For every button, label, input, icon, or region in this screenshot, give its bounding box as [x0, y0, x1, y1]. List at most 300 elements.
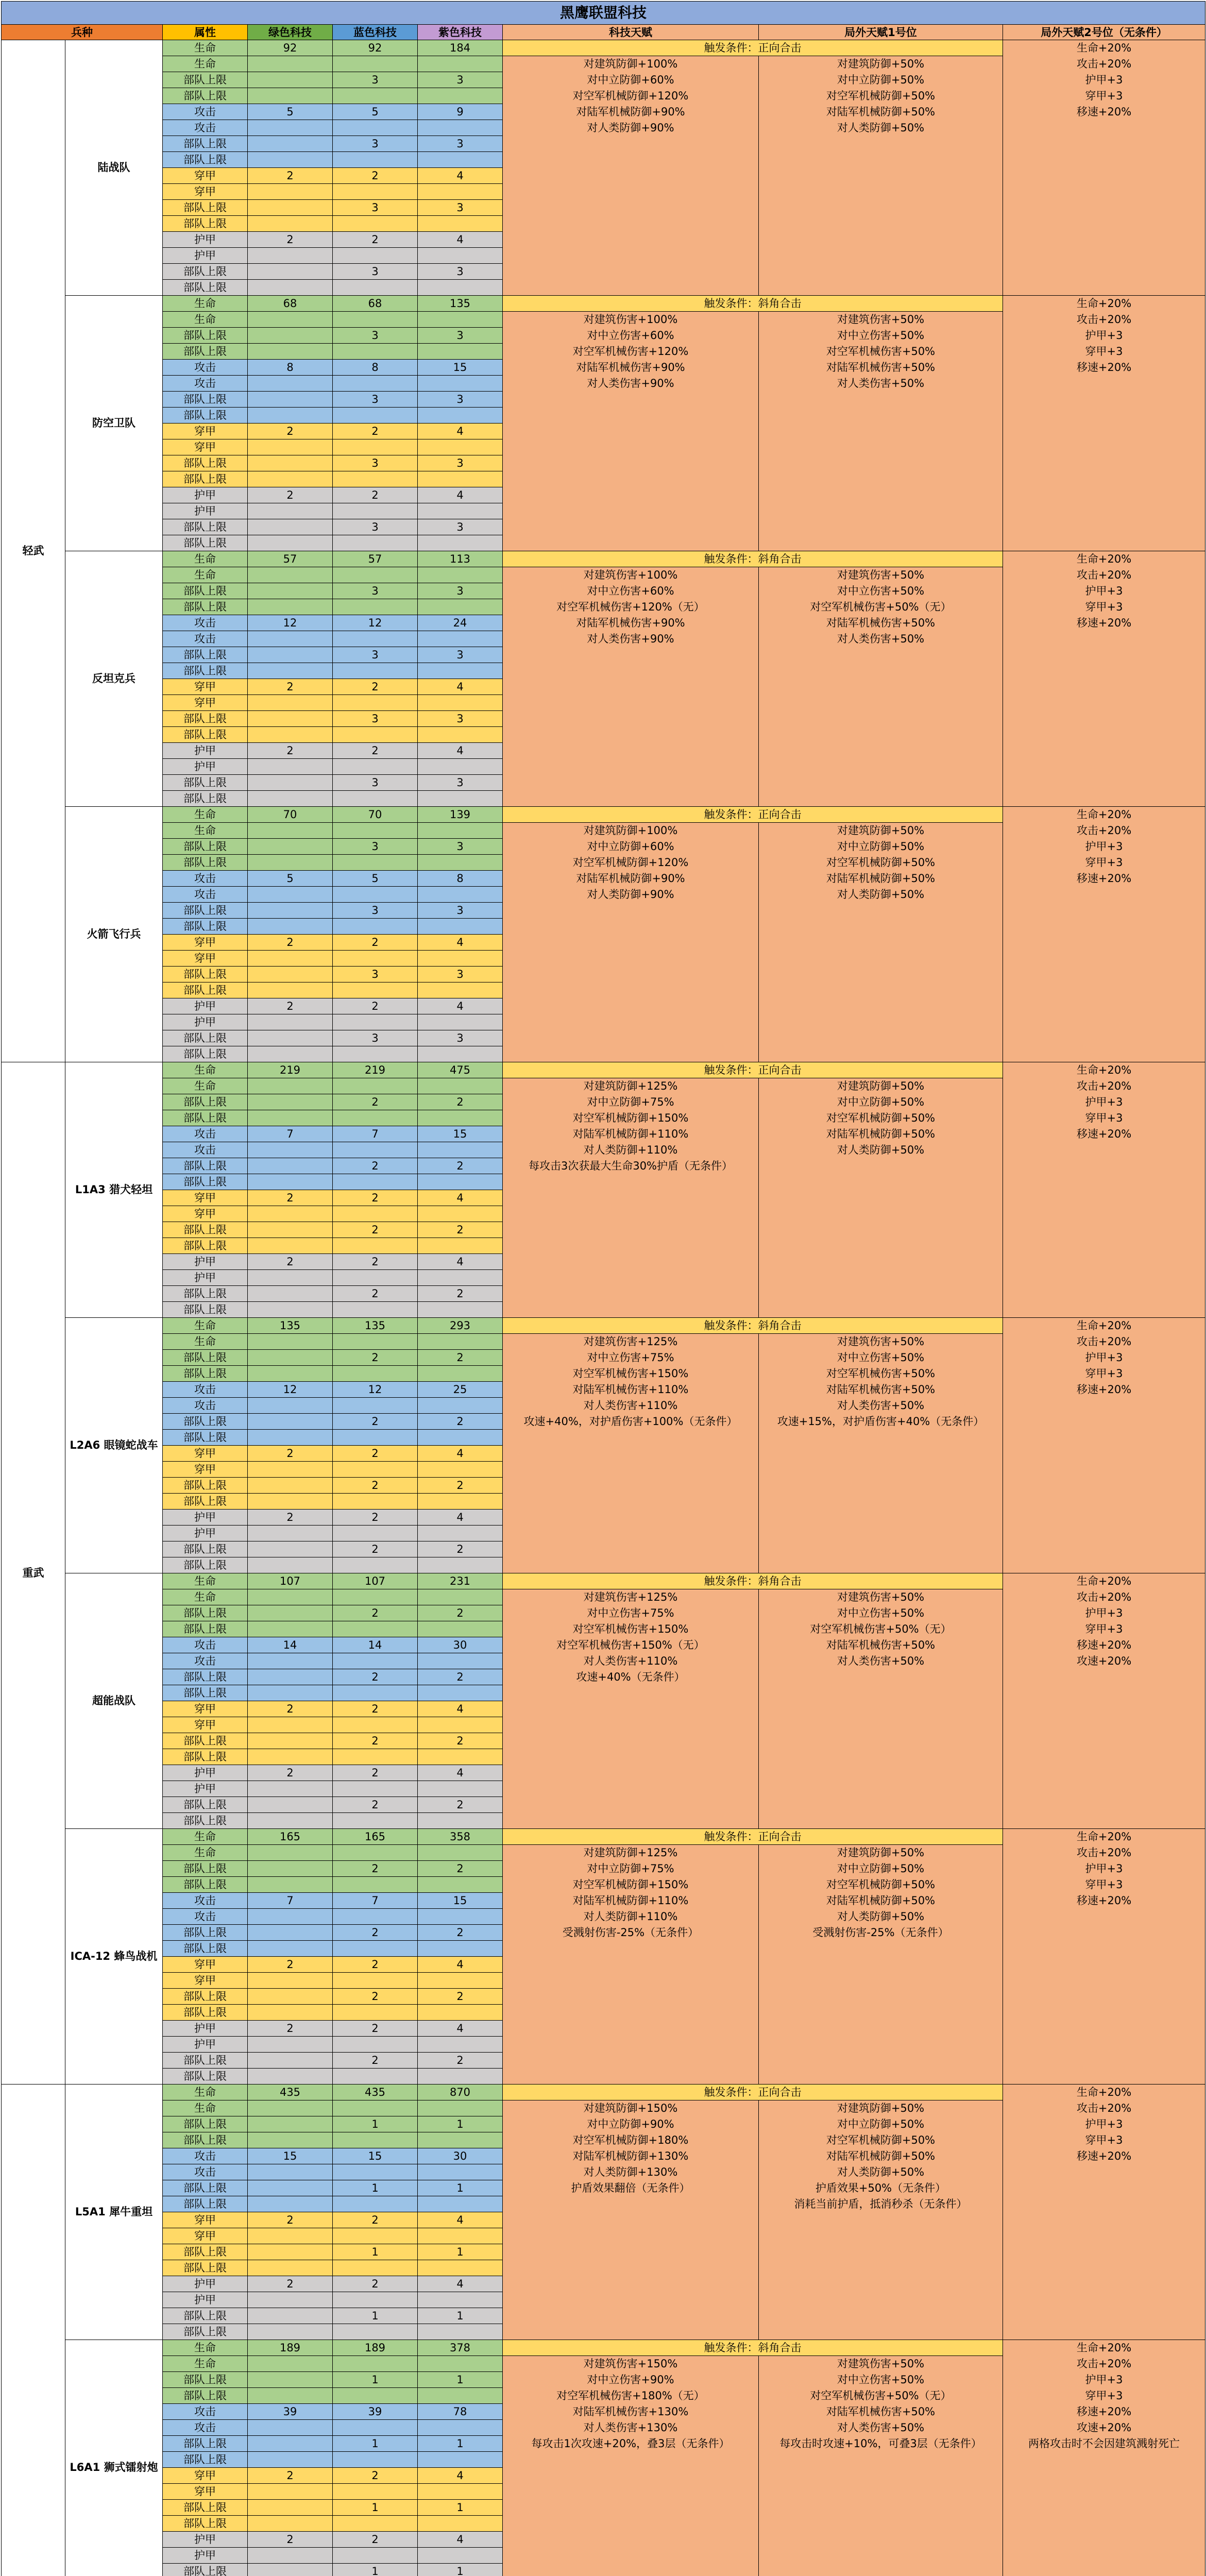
stat-purple-cap[interactable] [418, 1941, 503, 1957]
ext-talent-2-line[interactable]: 护甲+3 [1003, 583, 1205, 599]
ext-talent-2-line-empty[interactable] [1003, 631, 1205, 647]
stat-cap-label[interactable]: 部队上限 [163, 1749, 248, 1765]
ext-talent-1-line-empty[interactable] [759, 647, 1003, 663]
stat-cap-label[interactable]: 生命 [163, 312, 248, 328]
ext-talent-2-line-empty[interactable] [1003, 1541, 1205, 1557]
stat-blue-cap[interactable] [333, 2452, 418, 2468]
stat-label[interactable]: 攻击 [163, 104, 248, 120]
ext-talent-1-line-empty[interactable] [759, 1270, 1003, 1286]
trigger-condition[interactable]: 触发条件：斜角合击 [503, 296, 1003, 312]
ext-talent-2-line[interactable]: 穿甲+3 [1003, 1877, 1205, 1893]
stat-green-value[interactable] [248, 455, 333, 471]
stat-green-cap[interactable] [248, 1270, 333, 1286]
tech-talent-line-empty[interactable] [503, 2037, 759, 2053]
stat-label[interactable]: 攻击 [163, 871, 248, 887]
stat-blue-cap[interactable] [333, 2324, 418, 2340]
stat-purple-value[interactable]: 4 [418, 1765, 503, 1781]
ext-talent-1-line-empty[interactable] [759, 1973, 1003, 1989]
ext-talent-1-line[interactable]: 对陆军机械防御+50% [759, 1893, 1003, 1909]
stat-blue-cap[interactable] [333, 695, 418, 711]
stat-blue-value[interactable]: 14 [333, 1637, 418, 1653]
stat-green-value[interactable] [248, 328, 333, 344]
ext-talent-2-line-empty[interactable] [1003, 1430, 1205, 1446]
stat-blue-cap[interactable] [333, 1813, 418, 1829]
ext-talent-2-line-empty[interactable] [1003, 1909, 1205, 1925]
ext-talent-1-line-empty[interactable] [759, 998, 1003, 1014]
stat-label[interactable]: 部队上限 [163, 1797, 248, 1813]
stat-blue-value[interactable]: 2 [333, 1733, 418, 1749]
stat-purple-value[interactable]: 4 [418, 998, 503, 1014]
stat-blue-cap[interactable] [333, 2420, 418, 2436]
tech-talent-line[interactable]: 对中立伤害+75% [503, 1605, 759, 1621]
stat-cap-label[interactable]: 生命 [163, 56, 248, 72]
tech-talent-line-empty[interactable] [503, 1557, 759, 1573]
stat-blue-value[interactable]: 135 [333, 1318, 418, 1334]
ext-talent-2-line-empty[interactable] [1003, 1973, 1205, 1989]
stat-purple-value[interactable]: 2 [418, 1541, 503, 1557]
tech-talent-line-empty[interactable] [503, 647, 759, 663]
ext-talent-2-line-empty[interactable] [1003, 2308, 1205, 2324]
stat-blue-value[interactable]: 1 [333, 2436, 418, 2452]
stat-purple-value[interactable]: 25 [418, 1382, 503, 1398]
stat-green-cap[interactable] [248, 376, 333, 392]
ext-talent-2-line[interactable]: 两格攻击时不会因建筑溅射死亡 [1003, 2436, 1205, 2452]
ext-talent-1-line[interactable]: 对陆军机械防御+50% [759, 1126, 1003, 1142]
tech-talent-line-empty[interactable] [503, 791, 759, 807]
ext-talent-1-line-empty[interactable] [759, 2037, 1003, 2053]
stat-cap-label[interactable]: 部队上限 [163, 88, 248, 104]
stat-label[interactable]: 生命 [163, 807, 248, 823]
tech-talent-line[interactable]: 对空军机械防御+120% [503, 88, 759, 104]
ext-talent-2-line-empty[interactable] [1003, 1478, 1205, 1494]
ext-talent-1-line-empty[interactable] [759, 1510, 1003, 1526]
ext-talent-2-line-empty[interactable] [1003, 2452, 1205, 2468]
ext-talent-1-line-empty[interactable] [759, 1749, 1003, 1765]
tech-talent-line-empty[interactable] [503, 1030, 759, 1046]
stat-green-cap[interactable] [248, 2420, 333, 2436]
tech-talent-line-empty[interactable] [503, 519, 759, 535]
stat-purple-value[interactable]: 1 [418, 2116, 503, 2132]
ext-talent-1-line[interactable]: 对空军机械伤害+50% [759, 1366, 1003, 1382]
stat-purple-value[interactable]: 2 [418, 1414, 503, 1430]
stat-green-value[interactable] [248, 1605, 333, 1621]
stat-green-value[interactable] [248, 2436, 333, 2452]
stat-purple-cap[interactable] [418, 376, 503, 392]
ext-talent-1-line[interactable]: 对人类伤害+50% [759, 1398, 1003, 1414]
tech-talent-line-empty[interactable] [503, 248, 759, 264]
ext-talent-2-line-empty[interactable] [1003, 1685, 1205, 1701]
stat-purple-value[interactable]: 3 [418, 455, 503, 471]
ext-talent-2-line[interactable]: 生命+20% [1003, 2340, 1205, 2356]
stat-blue-cap[interactable] [333, 1845, 418, 1861]
tech-talent-line[interactable]: 对中立防御+90% [503, 2116, 759, 2132]
stat-label[interactable]: 部队上限 [163, 200, 248, 216]
stat-green-cap[interactable] [248, 1398, 333, 1414]
tech-talent-line-empty[interactable] [503, 2228, 759, 2244]
tech-talent-line-empty[interactable] [503, 679, 759, 695]
ext-talent-1-line[interactable]: 对空军机械伤害+50%（无） [759, 2388, 1003, 2404]
stat-cap-label[interactable]: 部队上限 [163, 663, 248, 679]
ext-talent-1-line-empty[interactable] [759, 1733, 1003, 1749]
stat-blue-value[interactable]: 5 [333, 104, 418, 120]
ext-talent-1-line-empty[interactable] [759, 1526, 1003, 1541]
stat-green-value[interactable] [248, 1478, 333, 1494]
stat-purple-cap[interactable] [418, 1909, 503, 1925]
stat-green-cap[interactable] [248, 1206, 333, 1222]
stat-blue-cap[interactable] [333, 312, 418, 328]
stat-purple-cap[interactable] [418, 2484, 503, 2500]
stat-purple-cap[interactable] [418, 2292, 503, 2308]
stat-green-cap[interactable] [248, 2037, 333, 2053]
stat-label[interactable]: 部队上限 [163, 1478, 248, 1494]
stat-cap-label[interactable]: 生命 [163, 1589, 248, 1605]
stat-purple-value[interactable]: 4 [418, 1957, 503, 1973]
stat-purple-cap[interactable] [418, 1589, 503, 1605]
stat-cap-label[interactable]: 攻击 [163, 376, 248, 392]
stat-label[interactable]: 护甲 [163, 1765, 248, 1781]
stat-blue-cap[interactable] [333, 280, 418, 296]
stat-blue-value[interactable]: 1 [333, 2116, 418, 2132]
stat-blue-cap[interactable] [333, 1142, 418, 1158]
stat-purple-cap[interactable] [418, 1206, 503, 1222]
stat-purple-value[interactable]: 8 [418, 871, 503, 887]
ext-talent-2-line-empty[interactable] [1003, 2484, 1205, 2500]
stat-purple-value[interactable]: 3 [418, 72, 503, 88]
stat-blue-value[interactable]: 2 [333, 1957, 418, 1973]
stat-label[interactable]: 攻击 [163, 1893, 248, 1909]
tech-talent-line[interactable]: 对人类伤害+130% [503, 2420, 759, 2436]
ext-talent-1-line-empty[interactable] [759, 1717, 1003, 1733]
stat-label[interactable]: 部队上限 [163, 2116, 248, 2132]
stat-blue-value[interactable]: 3 [333, 711, 418, 727]
ext-talent-2-line-empty[interactable] [1003, 2516, 1205, 2532]
stat-green-value[interactable] [248, 2500, 333, 2516]
stat-purple-cap[interactable] [418, 1877, 503, 1893]
stat-blue-value[interactable]: 1 [333, 2500, 418, 2516]
ext-talent-2-line-empty[interactable] [1003, 439, 1205, 455]
stat-green-value[interactable]: 2 [248, 1765, 333, 1781]
ext-talent-2-line-empty[interactable] [1003, 1494, 1205, 1510]
stat-green-value[interactable] [248, 1541, 333, 1557]
stat-blue-value[interactable]: 107 [333, 1573, 418, 1589]
unit-name[interactable]: 超能战队 [65, 1573, 163, 1829]
stat-label[interactable]: 部队上限 [163, 2372, 248, 2388]
ext-talent-1-line[interactable]: 对人类伤害+50% [759, 631, 1003, 647]
stat-blue-cap[interactable] [333, 2132, 418, 2148]
stat-green-cap[interactable] [248, 1589, 333, 1605]
ext-talent-2-line-empty[interactable] [1003, 1238, 1205, 1254]
ext-talent-2-line-empty[interactable] [1003, 2164, 1205, 2180]
ext-talent-2-line[interactable]: 攻速+20% [1003, 1653, 1205, 1669]
ext-talent-2-line[interactable]: 穿甲+3 [1003, 2132, 1205, 2148]
ext-talent-2-line[interactable]: 护甲+3 [1003, 1861, 1205, 1877]
stat-green-cap[interactable] [248, 2292, 333, 2308]
ext-talent-1-line[interactable]: 对空军机械伤害+50%（无） [759, 599, 1003, 615]
ext-talent-1-line[interactable]: 对空军机械伤害+50% [759, 344, 1003, 360]
stat-green-value[interactable]: 5 [248, 104, 333, 120]
stat-purple-cap[interactable] [418, 663, 503, 679]
tech-talent-line-empty[interactable] [503, 1190, 759, 1206]
stat-green-value[interactable]: 189 [248, 2340, 333, 2356]
ext-talent-1-line[interactable]: 对陆军机械防御+50% [759, 104, 1003, 120]
stat-blue-cap[interactable] [333, 2260, 418, 2276]
stat-cap-label[interactable]: 部队上限 [163, 216, 248, 232]
ext-talent-1-line-empty[interactable] [759, 2324, 1003, 2340]
stat-blue-cap[interactable] [333, 919, 418, 935]
ext-talent-2-line[interactable]: 生命+20% [1003, 551, 1205, 567]
stat-purple-cap[interactable] [418, 1526, 503, 1541]
ext-talent-2-line[interactable]: 生命+20% [1003, 1829, 1205, 1845]
stat-blue-cap[interactable] [333, 408, 418, 423]
stat-blue-value[interactable]: 435 [333, 2084, 418, 2100]
stat-label[interactable]: 部队上限 [163, 72, 248, 88]
ext-talent-2-line-empty[interactable] [1003, 2276, 1205, 2292]
stat-purple-cap[interactable] [418, 1717, 503, 1733]
stat-label[interactable]: 部队上限 [163, 775, 248, 791]
ext-talent-2-line-empty[interactable] [1003, 1813, 1205, 1829]
ext-talent-1-line[interactable]: 对人类防御+50% [759, 1909, 1003, 1925]
stat-green-cap[interactable] [248, 1238, 333, 1254]
tech-talent-line-empty[interactable] [503, 1957, 759, 1973]
stat-purple-cap[interactable] [418, 2324, 503, 2340]
ext-talent-1-line-empty[interactable] [759, 280, 1003, 296]
stat-green-cap[interactable] [248, 439, 333, 455]
ext-talent-1-line[interactable]: 对人类防御+50% [759, 887, 1003, 903]
ext-talent-1-line-empty[interactable] [759, 1462, 1003, 1478]
ext-talent-2-line-empty[interactable] [1003, 1526, 1205, 1541]
stat-label[interactable]: 生命 [163, 551, 248, 567]
stat-blue-cap[interactable] [333, 1717, 418, 1733]
stat-blue-cap[interactable] [333, 2037, 418, 2053]
tech-talent-line-empty[interactable] [503, 1749, 759, 1765]
ext-talent-2-line-empty[interactable] [1003, 1014, 1205, 1030]
ext-talent-2-line-empty[interactable] [1003, 455, 1205, 471]
stat-label[interactable]: 生命 [163, 1573, 248, 1589]
stat-label[interactable]: 部队上限 [163, 1222, 248, 1238]
ext-talent-1-line-empty[interactable] [759, 903, 1003, 919]
tech-talent-line-empty[interactable] [503, 2452, 759, 2468]
stat-green-cap[interactable] [248, 2132, 333, 2148]
ext-talent-2-line[interactable]: 攻速+20% [1003, 2420, 1205, 2436]
stat-blue-cap[interactable] [333, 56, 418, 72]
stat-purple-value[interactable]: 4 [418, 935, 503, 951]
ext-talent-2-line-empty[interactable] [1003, 1222, 1205, 1238]
stat-blue-cap[interactable] [333, 887, 418, 903]
ext-talent-1-line-empty[interactable] [759, 1957, 1003, 1973]
stat-cap-label[interactable]: 生命 [163, 1334, 248, 1350]
unit-name[interactable]: 防空卫队 [65, 296, 163, 551]
stat-green-cap[interactable] [248, 951, 333, 967]
ext-talent-1-line-empty[interactable] [759, 775, 1003, 791]
stat-purple-value[interactable]: 2 [418, 1925, 503, 1941]
tech-talent-line-empty[interactable] [503, 503, 759, 519]
stat-label[interactable]: 生命 [163, 2084, 248, 2100]
trigger-condition[interactable]: 触发条件：正向合击 [503, 40, 1003, 56]
ext-talent-2-line[interactable]: 生命+20% [1003, 296, 1205, 312]
tech-talent-line[interactable]: 对中立防御+60% [503, 72, 759, 88]
ext-talent-1-line-empty[interactable] [759, 2212, 1003, 2228]
ext-talent-2-line-empty[interactable] [1003, 120, 1205, 136]
stat-cap-label[interactable]: 护甲 [163, 248, 248, 264]
stat-green-value[interactable] [248, 1350, 333, 1366]
tech-talent-line[interactable]: 对空军机械伤害+120%（无） [503, 599, 759, 615]
stat-blue-value[interactable]: 3 [333, 519, 418, 535]
stat-green-value[interactable] [248, 2308, 333, 2324]
ext-talent-1-line-empty[interactable] [759, 2292, 1003, 2308]
tech-talent-line[interactable]: 对空军机械伤害+150%（无） [503, 1637, 759, 1653]
stat-blue-cap[interactable] [333, 1014, 418, 1030]
ext-talent-1-line[interactable]: 对陆军机械伤害+50% [759, 360, 1003, 376]
ext-talent-1-line-empty[interactable] [759, 1557, 1003, 1573]
stat-blue-cap[interactable] [333, 471, 418, 487]
stat-green-value[interactable]: 2 [248, 2212, 333, 2228]
stat-blue-cap[interactable] [333, 2292, 418, 2308]
stat-purple-value[interactable]: 3 [418, 647, 503, 663]
stat-purple-cap[interactable] [418, 2037, 503, 2053]
stat-blue-value[interactable]: 3 [333, 328, 418, 344]
stat-purple-value[interactable]: 2 [418, 1989, 503, 2005]
stat-green-value[interactable]: 107 [248, 1573, 333, 1589]
stat-blue-value[interactable]: 7 [333, 1126, 418, 1142]
tech-talent-line-empty[interactable] [503, 1733, 759, 1749]
stat-blue-value[interactable]: 7 [333, 1893, 418, 1909]
stat-blue-cap[interactable] [333, 855, 418, 871]
ext-talent-1-line-empty[interactable] [759, 1014, 1003, 1030]
ext-talent-1-line-empty[interactable] [759, 919, 1003, 935]
stat-blue-value[interactable]: 2 [333, 1350, 418, 1366]
stat-green-cap[interactable] [248, 1142, 333, 1158]
stat-green-cap[interactable] [248, 1717, 333, 1733]
ext-talent-1-line-empty[interactable] [759, 2516, 1003, 2532]
stat-label[interactable]: 护甲 [163, 2021, 248, 2037]
tech-talent-line-empty[interactable] [503, 152, 759, 168]
stat-purple-cap[interactable] [418, 791, 503, 807]
tech-talent-line[interactable]: 对空军机械伤害+180%（无） [503, 2388, 759, 2404]
stat-purple-value[interactable]: 2 [418, 1222, 503, 1238]
ext-talent-2-line-empty[interactable] [1003, 1989, 1205, 2005]
ext-talent-1-line[interactable]: 对中立防御+50% [759, 72, 1003, 88]
ext-talent-1-line-empty[interactable] [759, 1669, 1003, 1685]
ext-talent-2-line[interactable]: 攻击+20% [1003, 1334, 1205, 1350]
stat-cap-label[interactable]: 部队上限 [163, 1877, 248, 1893]
ext-talent-2-line[interactable]: 护甲+3 [1003, 72, 1205, 88]
ext-talent-1-line[interactable]: 对人类防御+50% [759, 120, 1003, 136]
tech-talent-line-empty[interactable] [503, 2212, 759, 2228]
stat-label[interactable]: 部队上限 [163, 967, 248, 982]
stat-green-value[interactable]: 12 [248, 615, 333, 631]
tech-talent-line[interactable]: 对空军机械防御+120% [503, 855, 759, 871]
tech-talent-line[interactable]: 对人类伤害+90% [503, 631, 759, 647]
stat-green-cap[interactable] [248, 2516, 333, 2532]
stat-green-cap[interactable] [248, 1046, 333, 1062]
tech-talent-line-empty[interactable] [503, 2308, 759, 2324]
stat-label[interactable]: 部队上限 [163, 1286, 248, 1302]
ext-talent-2-line-empty[interactable] [1003, 1158, 1205, 1174]
stat-purple-cap[interactable] [418, 631, 503, 647]
stat-purple-value[interactable]: 358 [418, 1829, 503, 1845]
ext-talent-2-line-empty[interactable] [1003, 1510, 1205, 1526]
stat-blue-cap[interactable] [333, 152, 418, 168]
ext-talent-1-line-empty[interactable] [759, 152, 1003, 168]
tech-talent-line-empty[interactable] [503, 471, 759, 487]
ext-talent-2-line[interactable]: 移速+20% [1003, 2148, 1205, 2164]
tech-talent-line-empty[interactable] [503, 1813, 759, 1829]
tech-talent-line-empty[interactable] [503, 1286, 759, 1302]
stat-green-cap[interactable] [248, 982, 333, 998]
tech-talent-line[interactable]: 对人类防御+110% [503, 1142, 759, 1158]
stat-label[interactable]: 穿甲 [163, 423, 248, 439]
stat-green-cap[interactable] [248, 1909, 333, 1925]
stat-green-cap[interactable] [248, 2228, 333, 2244]
stat-blue-value[interactable]: 1 [333, 2244, 418, 2260]
stat-purple-cap[interactable] [418, 471, 503, 487]
stat-purple-value[interactable]: 139 [418, 807, 503, 823]
ext-talent-1-line[interactable]: 对中立伤害+50% [759, 1350, 1003, 1366]
tech-talent-line[interactable]: 对陆军机械防御+110% [503, 1893, 759, 1909]
stat-purple-value[interactable]: 15 [418, 360, 503, 376]
tech-talent-line[interactable]: 受溅射伤害-25%（无条件） [503, 1925, 759, 1941]
stat-cap-label[interactable]: 部队上限 [163, 2132, 248, 2148]
ext-talent-1-line-empty[interactable] [759, 503, 1003, 519]
tech-talent-line[interactable]: 对人类防御+110% [503, 1909, 759, 1925]
stat-cap-label[interactable]: 部队上限 [163, 280, 248, 296]
tech-talent-line[interactable]: 对中立防御+75% [503, 1094, 759, 1110]
stat-green-value[interactable]: 2 [248, 743, 333, 759]
tech-talent-line[interactable]: 对建筑防御+100% [503, 56, 759, 72]
ext-talent-2-line-empty[interactable] [1003, 951, 1205, 967]
stat-purple-value[interactable]: 135 [418, 296, 503, 312]
stat-blue-value[interactable]: 3 [333, 264, 418, 280]
stat-purple-cap[interactable] [418, 408, 503, 423]
stat-purple-cap[interactable] [418, 1398, 503, 1414]
stat-purple-cap[interactable] [418, 1078, 503, 1094]
ext-talent-2-line-empty[interactable] [1003, 280, 1205, 296]
tech-talent-line-empty[interactable] [503, 743, 759, 759]
stat-green-value[interactable]: 435 [248, 2084, 333, 2100]
stat-label[interactable]: 穿甲 [163, 935, 248, 951]
ext-talent-1-line-empty[interactable] [759, 1302, 1003, 1318]
tech-talent-line-empty[interactable] [503, 1254, 759, 1270]
stat-cap-label[interactable]: 穿甲 [163, 1973, 248, 1989]
stat-cap-label[interactable]: 护甲 [163, 1526, 248, 1541]
stat-green-cap[interactable] [248, 2452, 333, 2468]
stat-green-value[interactable] [248, 392, 333, 408]
stat-label[interactable]: 护甲 [163, 1254, 248, 1270]
ext-talent-2-line-empty[interactable] [1003, 2053, 1205, 2069]
tech-talent-line-empty[interactable] [503, 392, 759, 408]
stat-cap-label[interactable]: 护甲 [163, 1270, 248, 1286]
tech-talent-line-empty[interactable] [503, 1222, 759, 1238]
stat-label[interactable]: 部队上限 [163, 1669, 248, 1685]
stat-purple-value[interactable]: 3 [418, 839, 503, 855]
stat-blue-cap[interactable] [333, 791, 418, 807]
ext-talent-1-line-empty[interactable] [759, 1046, 1003, 1062]
stat-blue-cap[interactable] [333, 2228, 418, 2244]
stat-green-value[interactable] [248, 775, 333, 791]
ext-talent-1-line[interactable]: 对建筑防御+50% [759, 823, 1003, 839]
stat-cap-label[interactable]: 部队上限 [163, 2005, 248, 2021]
stat-cap-label[interactable]: 穿甲 [163, 2228, 248, 2244]
stat-blue-value[interactable]: 3 [333, 903, 418, 919]
stat-green-value[interactable] [248, 2372, 333, 2388]
stat-green-value[interactable]: 2 [248, 168, 333, 184]
stat-label[interactable]: 部队上限 [163, 455, 248, 471]
stat-blue-value[interactable]: 8 [333, 360, 418, 376]
tech-talent-line-empty[interactable] [503, 1270, 759, 1286]
stat-cap-label[interactable]: 部队上限 [163, 727, 248, 743]
ext-talent-1-line-empty[interactable] [759, 679, 1003, 695]
stat-purple-cap[interactable] [418, 855, 503, 871]
